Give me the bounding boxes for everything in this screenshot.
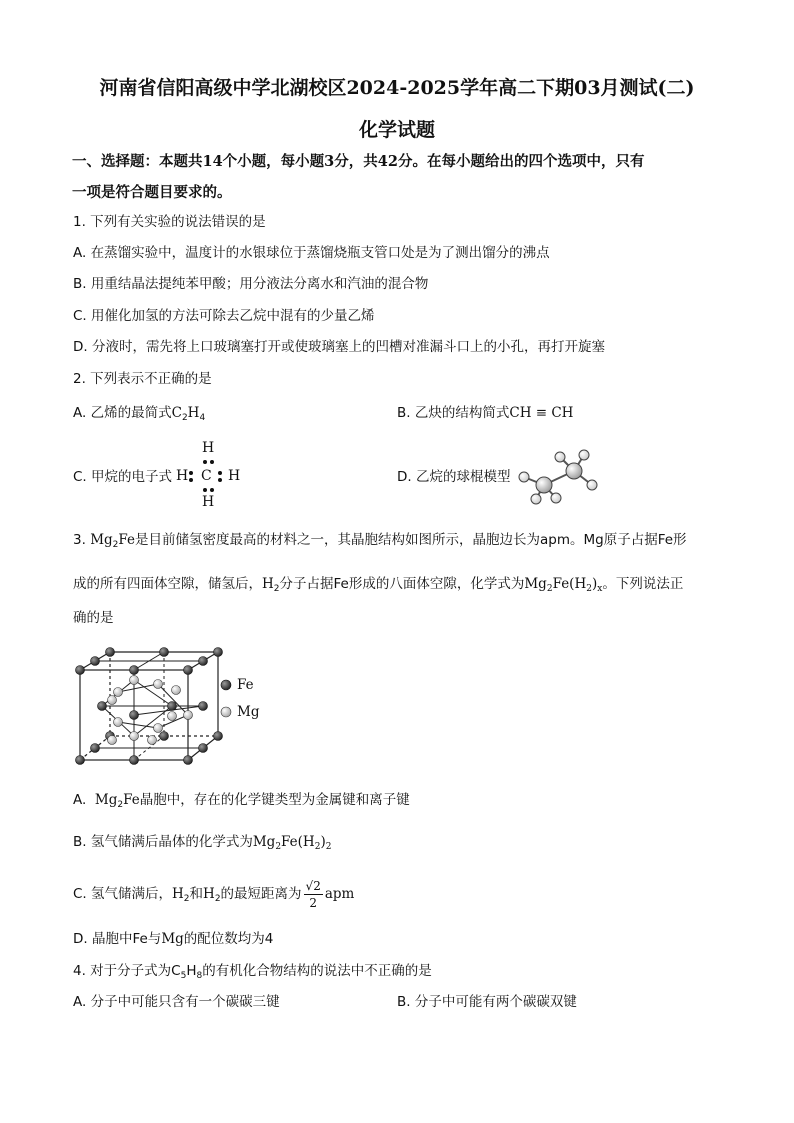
q3-option-c-text: C. 氢气储满后， (73, 886, 173, 902)
q3-option-d-text: 的配位数均为4 (183, 931, 274, 947)
q3-stem-line3: 确的是 (73, 610, 114, 626)
q4-option-a: A. 分子中可能只含有一个碳碳三键 (73, 994, 280, 1010)
formula-h: H (262, 576, 274, 592)
formula-mg: Mg (161, 931, 184, 947)
q1-option-c: C. 用催化加氢的方法可除去乙烷中混有的少量乙烯 (73, 308, 375, 324)
q2-option-d-text: D. 乙烷的球棍模型 (397, 469, 511, 485)
q3-number: 3. (73, 532, 86, 548)
q3-stem-text: 成的所有四面体空隙，储氢后， (73, 576, 262, 592)
electron-dot (203, 488, 207, 492)
ethane-ball-stick-model (512, 445, 602, 505)
electron-dot (189, 471, 193, 475)
atom-h-bottom: H (202, 494, 215, 510)
q3-option-c (73, 874, 354, 914)
q3-option-d-text: D. 晶胞中Fe与 (73, 931, 162, 947)
electron-dot (210, 460, 214, 464)
legend-fe-atom (219, 678, 233, 692)
option-letter: A. (73, 792, 87, 808)
q2-option-b-text: B. 乙炔的结构简式 (397, 405, 510, 421)
q4-stem (73, 962, 432, 980)
formula-c: C (171, 963, 181, 979)
conjunction: 和 (189, 886, 204, 902)
atom-h-right: H (228, 468, 241, 484)
q3-stem-line1 (73, 531, 687, 549)
q4-stem-text: 的有机化合物结构的说法中不正确的是 (202, 963, 432, 979)
q3-stem-text: 。下列说法正 (602, 576, 684, 592)
formula-fe: Fe (118, 532, 136, 548)
formula-hydride: $Mg_2Fe(H_2)_2$ (252, 834, 332, 852)
atom-c: C (201, 468, 212, 484)
atom-h-left: H (176, 468, 189, 484)
formula-mg: Mg (90, 532, 113, 548)
formula-h: H (187, 405, 200, 421)
electron-dot (218, 471, 222, 475)
formula-h: H (186, 963, 197, 979)
q4-stem-text: 4. 对于分子式为 (73, 963, 172, 979)
q1-option-d: D. 分液时，需先将上口玻璃塞打开或使玻璃塞上的凹槽对准漏斗口上的小孔，再打开旋塞 (73, 339, 605, 355)
legend-mg-atom (219, 705, 233, 719)
subscript: 2 (112, 540, 119, 550)
q3-stem-line2 (73, 575, 683, 593)
formula-c: C (171, 405, 182, 421)
q3-option-a-text: 晶胞中，存在的化学键类型为金属键和离子键 (139, 792, 410, 808)
electron-dot (218, 478, 222, 482)
electron-dot (210, 488, 214, 492)
q1-stem: 1. 下列有关实验的说法错误的是 (73, 214, 266, 230)
formula-fe: Fe (123, 792, 140, 808)
methane-electron-formula (176, 440, 246, 512)
q3-option-d (73, 930, 273, 948)
subscript: 5 (180, 971, 187, 981)
electron-dot (189, 478, 193, 482)
q2-option-a (73, 404, 205, 422)
subscript: 8 (196, 971, 203, 981)
q3-stem-text: 分子占据Fe形成的八面体空隙，化学式为 (279, 576, 525, 592)
formula-hydride: $Mg_2Fe(H_2)_x$ (524, 576, 603, 594)
fraction-numerator: √2 (305, 878, 321, 893)
q2-stem: 2. 下列表示不正确的是 (73, 371, 212, 387)
crystal-cell-diagram (72, 640, 232, 770)
legend-fe-label: Fe (237, 677, 254, 693)
q3-stem-text: 是目前储氢密度最高的材料之一，其晶胞结构如图所示，晶胞边长为apm。Mg原子占据Fe形 (135, 532, 687, 548)
subscript: 4 (199, 413, 206, 423)
acetylene-formula: CH ≡ CH (509, 405, 574, 421)
formula-mg: Mg (94, 792, 118, 808)
electron-dot (203, 460, 207, 464)
subscript: 2 (183, 894, 190, 904)
subscript: 2 (117, 800, 124, 810)
subscript: 2 (214, 894, 221, 904)
q3-option-c-text: 的最短距离为 (220, 886, 302, 902)
section-heading-cont: 一项是符合题目要求的。 (72, 184, 232, 201)
legend-mg-label: Mg (237, 704, 260, 720)
exam-title: 河南省信阳高级中学北湖校区2024-2025学年高二下期03月测试(二) (99, 77, 695, 99)
q3-option-a (73, 791, 410, 809)
exam-subject: 化学试题 (358, 119, 435, 141)
q4-option-b: B. 分子中可能有两个碳碳双键 (397, 994, 577, 1010)
q1-option-b: B. 用重结晶法提纯苯甲酸；用分液法分离水和汽油的混合物 (73, 276, 429, 292)
formula-h: H (203, 886, 215, 902)
fraction-denominator: 2 (309, 895, 317, 910)
unit: apm (324, 886, 355, 902)
q2-option-b (397, 404, 573, 422)
subscript: 2 (273, 584, 280, 594)
formula-h: H (172, 886, 184, 902)
atom-h-top: H (202, 440, 215, 456)
q2-option-c-text: C. 甲烷的电子式 (73, 469, 173, 485)
subscript: 2 (181, 413, 188, 423)
fraction (304, 878, 323, 911)
section-heading: 一、选择题：本题共14个小题，每小题3分，共42分。在每小题给出的四个选项中，只有 (72, 153, 645, 170)
q3-option-b-text: B. 氢气储满后晶体的化学式为 (73, 834, 253, 850)
q1-option-a: A. 在蒸馏实验中，温度计的水银球位于蒸馏烧瓶支管口处是为了测出馏分的沸点 (73, 245, 550, 261)
q3-option-b (73, 833, 331, 851)
q2-option-a-text: A. 乙烯的最简式 (73, 405, 172, 421)
